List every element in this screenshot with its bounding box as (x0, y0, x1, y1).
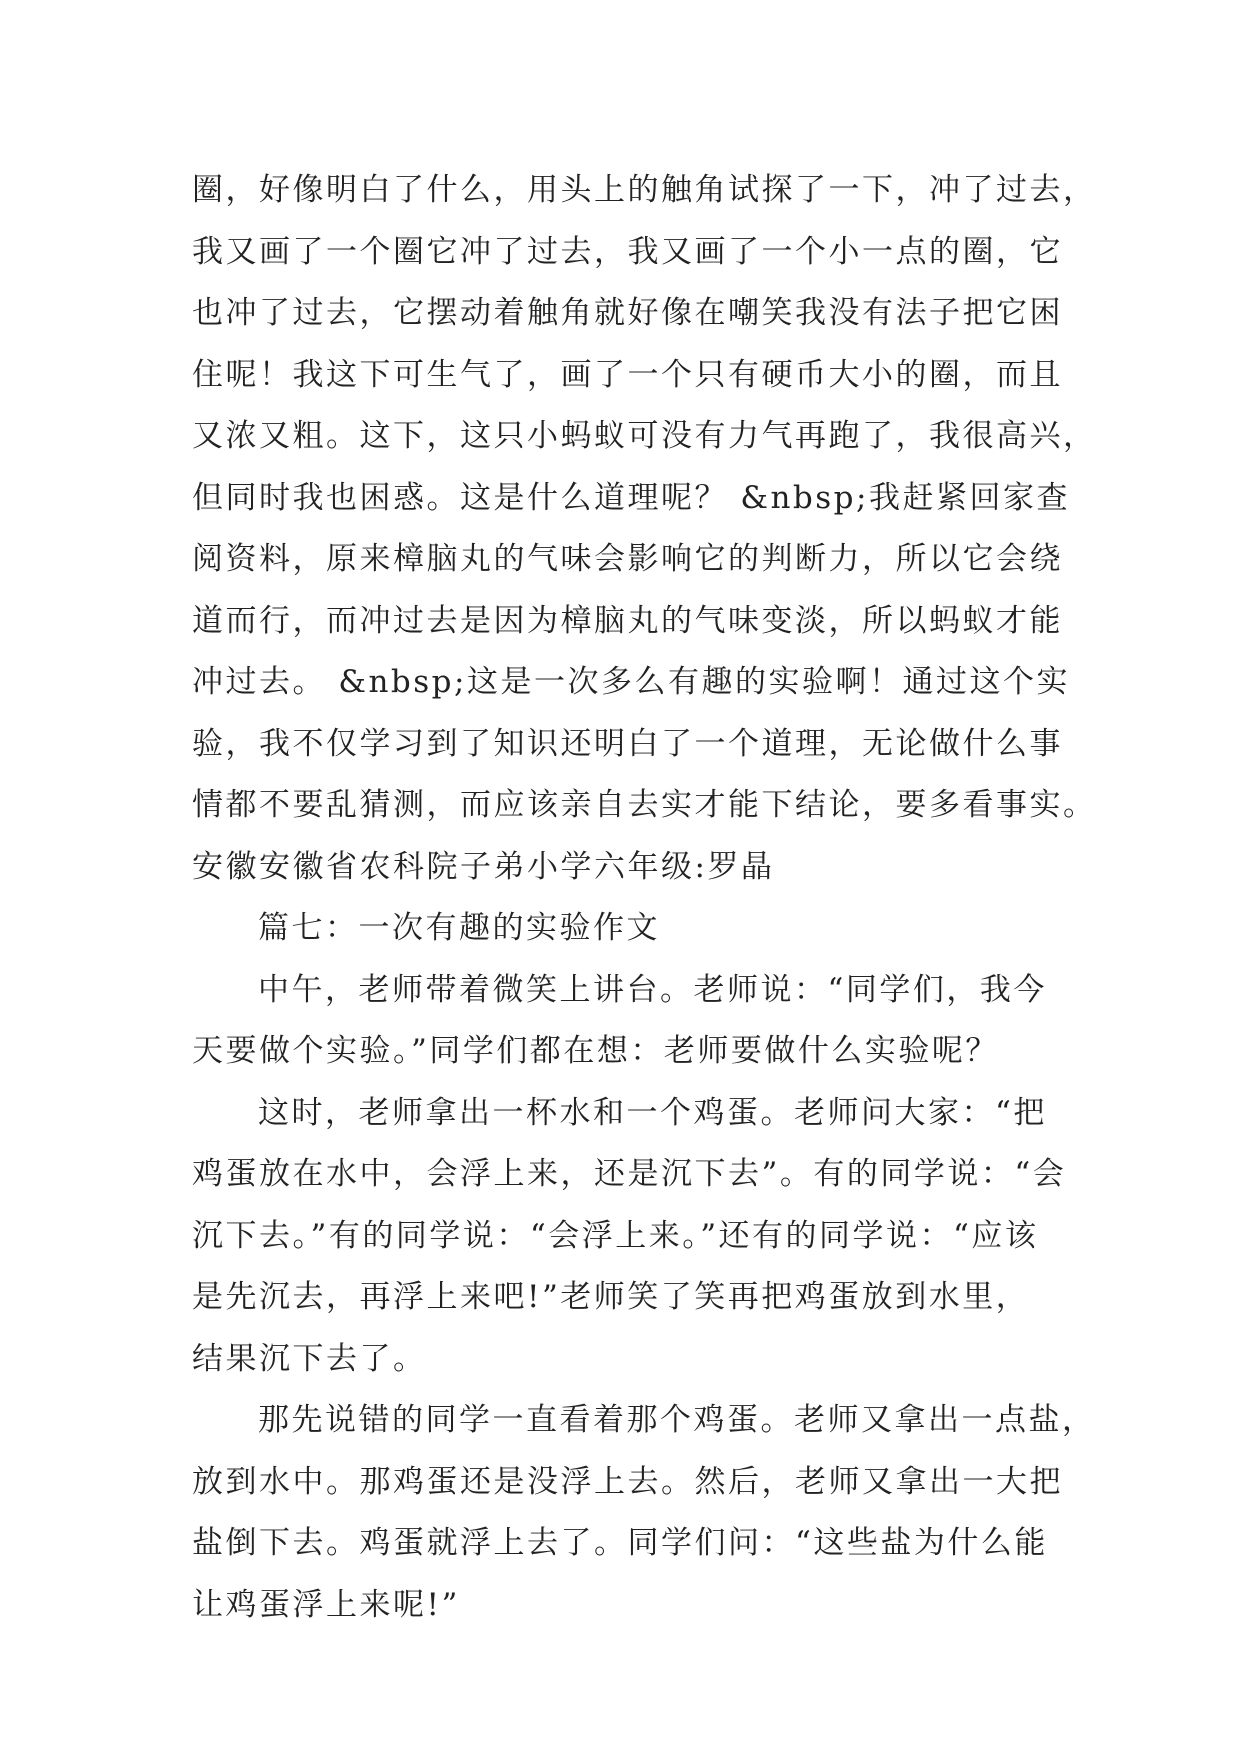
text-line: 安徽安徽省农科院子弟小学六年级:罗晶 (192, 848, 775, 885)
text-line: 盐倒下去。鸡蛋就浮上去了。同学们问：“这些盐为什么能 (192, 1525, 1048, 1561)
text-line: 但同时我也困惑。这是什么道理呢？ &nbsp;我赶紧回家查 (192, 479, 1070, 516)
text-line: 也冲了过去，它摆动着触角就好像在嘲笑我没有法子把它困 (192, 295, 1063, 331)
text-line: 篇七：一次有趣的实验作文 (258, 910, 660, 946)
text-line: 那先说错的同学一直看着那个鸡蛋。老师又拿出一点盐， (258, 1402, 1096, 1438)
article-body (192, 160, 1097, 1636)
text-line: 阅资料，原来樟脑丸的气味会影响它的判断力，所以它会绕 (192, 541, 1063, 577)
text-line: 我又画了一个圈它冲了过去，我又画了一个小一点的圈，它 (192, 233, 1063, 270)
text-line: 道而行，而冲过去是因为樟脑丸的气味变淡，所以蚂蚁才能 (192, 602, 1063, 639)
text-line: 圈，好像明白了什么，用头上的触角试探了一下，冲了过去， (192, 172, 1097, 208)
text-line: 让鸡蛋浮上来呢!” (192, 1586, 460, 1623)
text-line: 情都不要乱猜测，而应该亲自去实才能下结论，要多看事实。 (192, 787, 1097, 823)
text-line: 结果沉下去了。 (192, 1340, 427, 1377)
text-line: 沉下去。”有的同学说：“会浮上来。”还有的同学说：“应该 (192, 1217, 1039, 1254)
text-line: 中午，老师带着微笑上讲台。老师说：“同学们，我今 (258, 971, 1047, 1008)
text-line: 冲过去。 &nbsp;这是一次多么有趣的实验啊！通过这个实 (192, 664, 1070, 700)
text-line: 住呢！我这下可生气了，画了一个只有硬币大小的圈，而且 (192, 356, 1063, 393)
text-line: 放到水中。那鸡蛋还是没浮上去。然后，老师又拿出一大把 (192, 1463, 1063, 1500)
text-line: 这时，老师拿出一杯水和一个鸡蛋。老师问大家：“把 (258, 1094, 1047, 1131)
text-line: 鸡蛋放在水中，会浮上来，还是沉下去”。有的同学说：“会 (192, 1156, 1067, 1192)
text-line: 天要做个实验。”同学们都在想：老师要做什么实验呢？ (192, 1033, 999, 1069)
text-line: 是先沉去，再浮上来吧!”老师笑了笑再把鸡蛋放到水里， (192, 1279, 1030, 1315)
text-line: 验，我不仅学习到了知识还明白了一个道理，无论做什么事 (192, 725, 1063, 762)
text-line: 又浓又粗。这下，这只小蚂蚁可没有力气再跑了，我很高兴， (192, 418, 1097, 454)
